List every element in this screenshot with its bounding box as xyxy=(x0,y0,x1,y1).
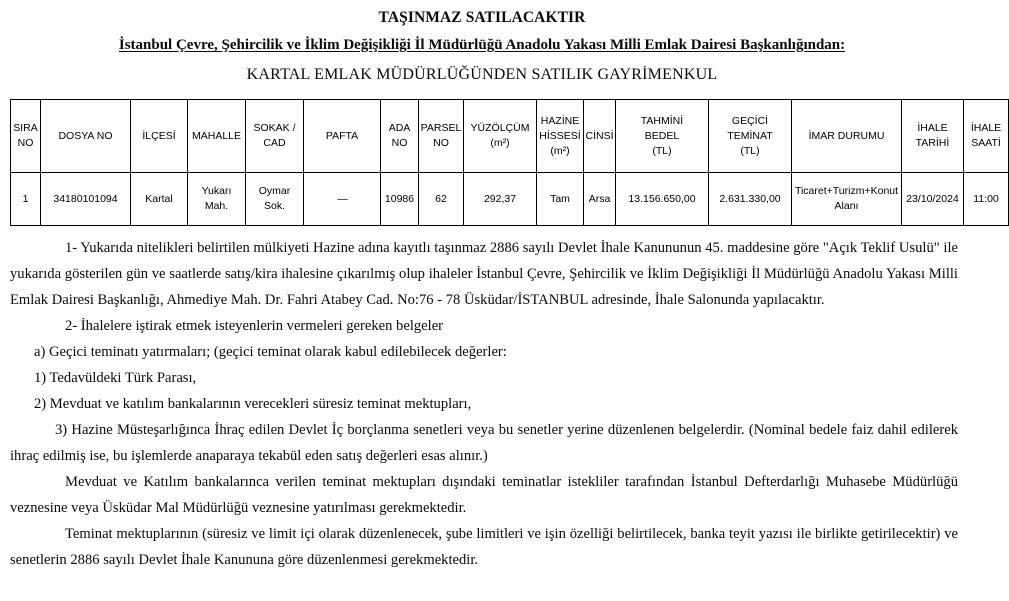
estate-table-header xyxy=(11,100,1009,173)
header-line: NO xyxy=(391,137,408,149)
paragraph-1: 1- Yukarıda nitelikleri belirtilen mülkiyeti Hazine adına kayıtlı taşınmaz 2886 sayılı Devlet İhale Kanununun 45. maddesine göre "Açık Teklif Usulü" ile yukarıda gösterilen gün ve saatlerde satış/kira ihalesine çıkarılmış olup ihaleler İstanbul Çevre, Şehircilik ve İklim Değişikliği İl Müdürlüğü Anadolu Yakası Milli Emlak Dairesi Başkanlığı, Ahmediye Mah. Dr. Fahri Atabey Cad. No:76 - 78 Üsküdar/İSTANBUL adresinde, İhale Salonunda yapılacaktır. xyxy=(10,240,958,308)
column-header-parsel-no xyxy=(419,100,464,173)
property-office-heading: KARTAL EMLAK MÜDÜRLÜĞÜNDEN SATILIK GAYRİMENKUL xyxy=(246,66,718,83)
header-line: İHALE xyxy=(970,122,1002,134)
column-header-mahalle xyxy=(188,100,246,173)
cell-imar-durumu xyxy=(792,173,902,226)
header-line: YÜZÖLÇÜM xyxy=(470,122,530,134)
header-line: (TL) xyxy=(652,144,672,157)
column-header-sira-no xyxy=(11,100,41,173)
column-header-ada-no xyxy=(381,100,419,173)
cell-ihale-tarihi: 23/10/2024 xyxy=(902,173,964,226)
cell-line: Alanı xyxy=(834,200,859,212)
cell-yuzolcum: 292,37 xyxy=(464,173,537,226)
cell-dosya-no: 34180101094 xyxy=(41,173,131,226)
cell-parsel-no: 62 xyxy=(419,173,464,226)
header-line: SOKAK / xyxy=(253,122,296,134)
column-header-cinsi xyxy=(584,100,616,173)
column-header-ihale-saati xyxy=(964,100,1009,173)
header-line: MAHALLE xyxy=(191,129,242,142)
estate-table xyxy=(10,99,1009,226)
header-line: TEMİNAT xyxy=(727,129,773,142)
page-title: TAŞINMAZ SATILACAKTIR xyxy=(378,9,586,26)
table-row xyxy=(11,173,1009,226)
cell-line: Oymar xyxy=(258,185,291,197)
paragraph-a: a) Geçici teminatı yatırmaları; (geçici teminat olarak kabul edilebilecek değerler: xyxy=(34,344,507,360)
cell-line: Yukarı xyxy=(201,185,232,197)
cell-tahmini-bedel: 13.156.650,00 xyxy=(616,173,709,226)
paragraph-a2: 2) Mevduat ve katılım bankalarının verecekleri süresiz teminat mektupları, xyxy=(34,396,472,412)
cell-line: Ticaret+Turizm+Konut xyxy=(794,185,899,197)
column-header-yuzolcum xyxy=(464,100,537,173)
header-line: İMAR DURUMU xyxy=(808,129,885,142)
document-heading-block xyxy=(0,0,964,86)
column-header-gecici-teminat xyxy=(709,100,792,173)
column-header-pafta xyxy=(304,100,381,173)
cell-mahalle xyxy=(188,173,246,226)
header-line: HAZİNE xyxy=(540,114,580,127)
paragraph-4: Teminat mektuplarının (süresiz ve limit içi olarak düzenlenecek, şube limitleri ve işin özelliği belirtilecek, banka teyit yazısı ile birlikte getirilecektir) ve senetlerin 2886 sayılı Devlet İhale Kanununa göre düzenlenmesi gerekmektedir. xyxy=(10,526,958,568)
estate-table-container xyxy=(10,99,1002,226)
cell-hazine-hissesi: Tam xyxy=(537,173,584,226)
estate-table-body xyxy=(11,173,1009,226)
header-line: HİSSESİ xyxy=(539,129,581,142)
header-line: PAFTA xyxy=(325,129,359,142)
issuing-authority-text: İstanbul Çevre, Şehircilik ve İklim Değişikliği İl Müdürlüğü Anadolu Yakası Milli Emlak Dairesi Başkanlığından: xyxy=(118,37,846,53)
header-line: TARİHİ xyxy=(915,137,950,149)
paragraph-3: Mevduat ve Katılım bankalarınca verilen teminat mektupları dışındaki teminatlar istekliler tarafından İstanbul Defterdarlığı Muhasebe Müdürlüğü veznesine veya Üsküdar Mal Müdürlüğü veznesine yatırılması gerekmektedir. xyxy=(10,474,958,516)
paragraph-a3: 3) Hazine Müsteşarlığınca İhraç edilen Devlet İç borçlanma senetleri veya bu senetler yerine düzenlenen belgelerdir. (Nominal bedele faiz dahil edilerek ihraç edilmiş ise, bu işlemlerde anaparaya tekabül eden satış değerleri esas alınır.) xyxy=(10,422,958,464)
header-line: TAHMİNİ xyxy=(640,114,684,127)
header-line: SAATİ xyxy=(971,137,1001,149)
paragraph-a1: 1) Tedavüldeki Türk Parası, xyxy=(34,370,197,386)
header-line: SIRA xyxy=(13,122,38,134)
header-line: (TL) xyxy=(740,144,760,157)
column-header-hazine-hissesi xyxy=(537,100,584,173)
header-line: NO xyxy=(433,137,449,149)
cell-ada-no: 10986 xyxy=(381,173,419,226)
paragraph-2: 2- İhalelere iştirak etmek isteyenlerin vermeleri gereken belgeler xyxy=(65,318,444,334)
header-line: CAD xyxy=(263,137,286,149)
cell-line: Sok. xyxy=(263,200,285,212)
cell-sira-no: 1 xyxy=(11,173,41,226)
header-line: PARSEL xyxy=(420,122,462,134)
header-line: (m²) xyxy=(550,144,570,157)
cell-ihale-saati: 11:00 xyxy=(964,173,1009,226)
cell-sokak-cad xyxy=(246,173,304,226)
column-header-tahmini-bedel xyxy=(616,100,709,173)
header-line: DOSYA NO xyxy=(58,129,113,142)
cell-cinsi: Arsa xyxy=(584,173,616,226)
cell-gecici-teminat: 2.631.330,00 xyxy=(709,173,792,226)
header-line: NO xyxy=(17,137,34,149)
column-header-sokak-cad xyxy=(246,100,304,173)
issuing-authority-heading xyxy=(0,34,964,56)
column-header-dosya-no xyxy=(41,100,131,173)
header-line: GEÇİCİ xyxy=(731,114,769,127)
cell-pafta: — xyxy=(304,173,381,226)
cell-ilcesi: Kartal xyxy=(131,173,188,226)
header-line: CİNSİ xyxy=(585,129,614,142)
cell-line: Mah. xyxy=(204,200,229,212)
column-header-imar-durumu xyxy=(792,100,902,173)
header-line: İHALE xyxy=(917,122,948,134)
column-header-ilcesi xyxy=(131,100,188,173)
column-header-ihale-tarihi xyxy=(902,100,964,173)
table-header-row xyxy=(11,100,1009,173)
header-line: ADA xyxy=(388,122,411,134)
document-body xyxy=(10,235,958,573)
header-line: (m²) xyxy=(490,137,510,149)
header-line: BEDEL xyxy=(644,129,680,142)
header-line: İLÇESİ xyxy=(142,129,176,142)
